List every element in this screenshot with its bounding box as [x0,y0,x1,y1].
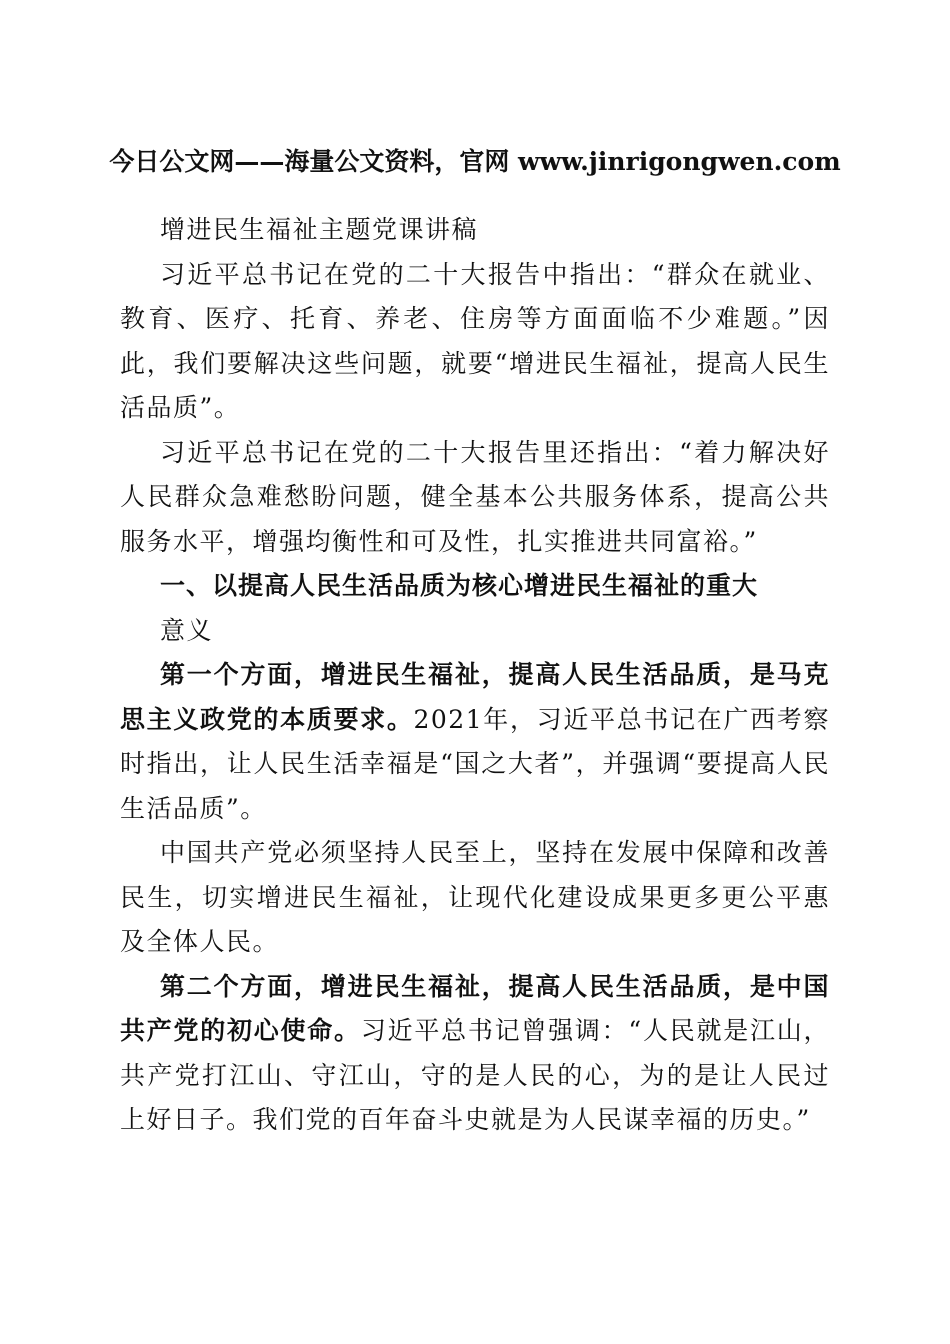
paragraph-5 [120,965,830,1143]
site-header: 今日公文网——海量公文资料，官网 www.jinrigongwen.com [109,147,841,176]
paragraph-2: 习近平总书记在党的二十大报告里还指出：“着力解决好人民群众急难愁盼问题，健全基本公共服务体系，提高公共服务水平，增强均衡性和可及性，扎实推进共同富裕。” [120,437,830,556]
paragraph-3-lead: 第一个方面，增进民生福祉，提高人民生活品质，是马克思主义政党的本质要求。 [120,660,830,734]
paragraph-1: 习近平总书记在党的二十大报告中指出：“群众在就业、教育、医疗、托育、养老、住房等方面面临不少难题。”因此，我们要解决这些问题，就要“增进民生福祉，提高人民生活品质”。 [120,259,830,422]
paragraph-5-rest: 习近平总书记曾强调：“人民就是江山，共产党打江山、守江山，守的是人民的心，为的是让人民过上好日子。我们党的百年奋斗史就是为人民谋幸福的历史。” [120,1016,830,1134]
paragraph-3 [120,653,830,831]
document-body [120,208,830,1143]
section-heading-1: 一、以提高人民生活品质为核心增进民生福祉的重大 [160,571,759,600]
paragraph-4: 中国共产党必须坚持人民至上，坚持在发展中保障和改善民生，切实增进民生福祉，让现代化建设成果更多更公平惠及全体人民。 [120,838,830,956]
paragraph-5-lead: 第二个方面，增进民生福祉，提高人民生活品质，是中国共产党的初心使命。 [120,971,830,1045]
paragraph-3-rest: 2021年，习近平总书记在广西考察时指出，让人民生活幸福是“国之大者”，并强调“要提高人民生活品质”。 [120,704,830,823]
section-heading-1-continuation: 意义 [160,615,214,645]
document-title: 增进民生福祉主题党课讲稿 [160,215,479,244]
